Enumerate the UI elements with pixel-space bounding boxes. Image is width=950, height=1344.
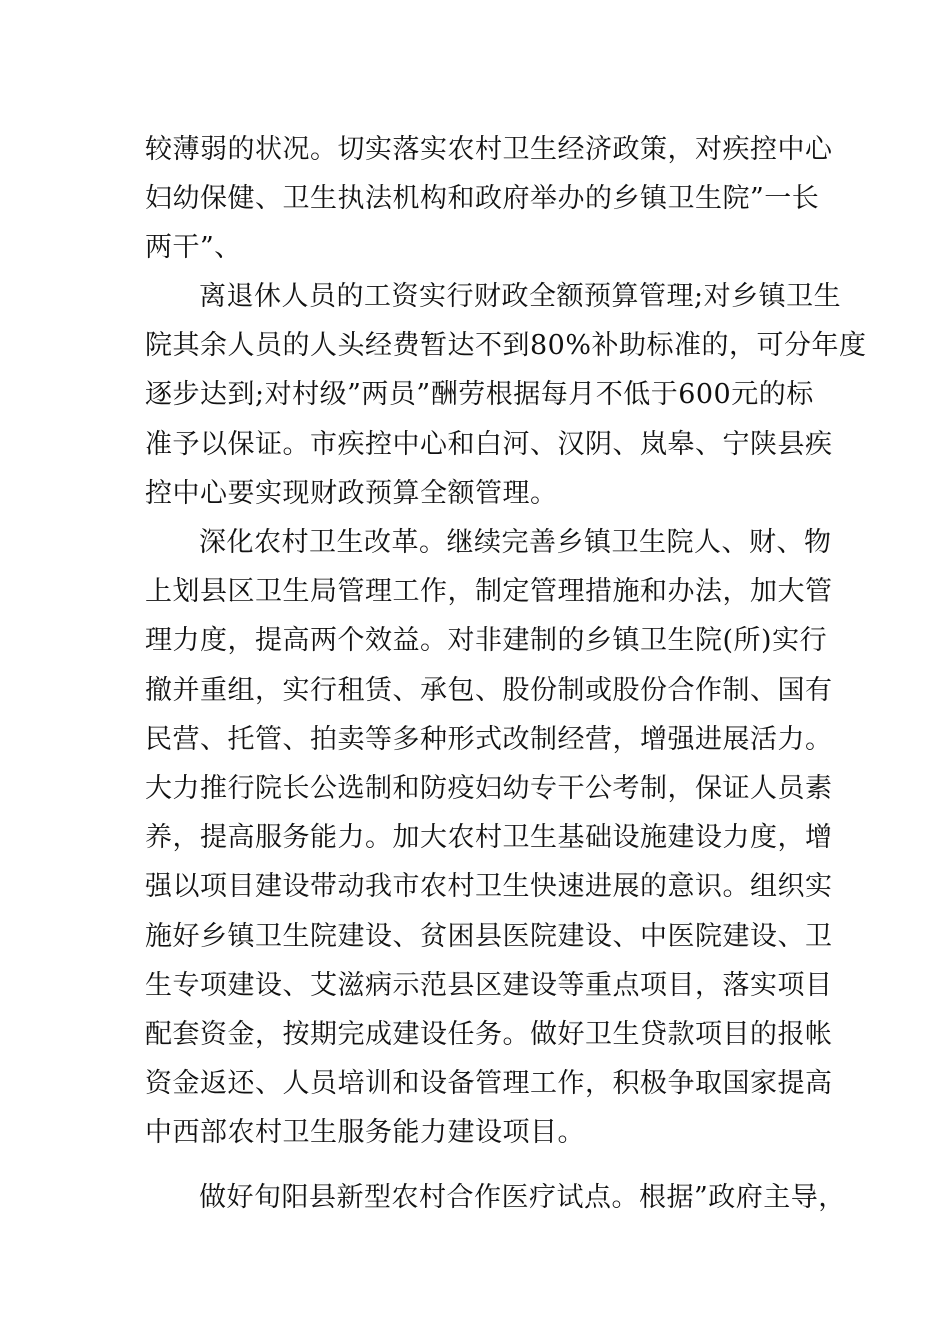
text-line: 较薄弱的状况。切实落实农村卫生经济政策，对疾控中心 <box>145 134 833 165</box>
text-line: 深化农村卫生改革。继续完善乡镇卫生院人、财、物 <box>199 527 832 558</box>
paragraph-4 <box>145 1173 846 1222</box>
text-line: 养，提高服务能力。加大农村卫生基础设施建设力度，增 <box>145 822 833 854</box>
text-line: 民营、托管、拍卖等多种形式改制经营，增强进展活力。 <box>145 723 833 755</box>
text-line: 逐步达到;对村级”两员”酬劳根据每月不低于600元的标 <box>145 379 814 411</box>
text-line: 上划县区卫生局管理工作，制定管理措施和办法，加大管 <box>145 576 833 608</box>
paragraph-1 <box>145 125 833 273</box>
text-line: 院其余人员的人头经费暂达不到80%补助标准的，可分年度 <box>145 330 867 362</box>
paragraph-2 <box>145 272 867 518</box>
text-line: 理力度，提高两个效益。对非建制的乡镇卫生院(所)实行 <box>145 625 828 657</box>
text-line: 强以项目建设带动我市农村卫生快速进展的意识。组织实 <box>145 871 833 903</box>
text-line: 控中心要实现财政预算全额管理。 <box>145 477 558 509</box>
text-line: 撤并重组，实行租赁、承包、股份制或股份合作制、国有 <box>145 674 833 706</box>
text-line: 资金返还、人员培训和设备管理工作，积极争取国家提高 <box>145 1068 833 1100</box>
text-line: 准予以保证。市疾控中心和白河、汉阴、岚皋、宁陕县疾 <box>145 428 833 460</box>
text-line: 施好乡镇卫生院建设、贫困县医院建设、中医院建设、卫 <box>145 920 833 952</box>
text-line: 配套资金，按期完成建设任务。做好卫生贷款项目的报帐 <box>145 1018 833 1050</box>
text-line: 做好旬阳县新型农村合作医疗试点。根据”政府主导， <box>199 1182 846 1213</box>
text-line: 中西部农村卫生服务能力建设项目。 <box>145 1117 585 1149</box>
text-line: 大力推行院长公选制和防疫妇幼专干公考制，保证人员素 <box>145 772 833 804</box>
paragraph-3 <box>145 518 833 1157</box>
text-line: 离退休人员的工资实行财政全额预算管理;对乡镇卫生 <box>199 281 842 312</box>
text-line: 生专项建设、艾滋病示范县区建设等重点项目，落实项目 <box>145 969 833 1001</box>
text-line: 两干”、 <box>145 232 242 264</box>
text-line: 妇幼保健、卫生执法机构和政府举办的乡镇卫生院”一长 <box>145 183 820 215</box>
